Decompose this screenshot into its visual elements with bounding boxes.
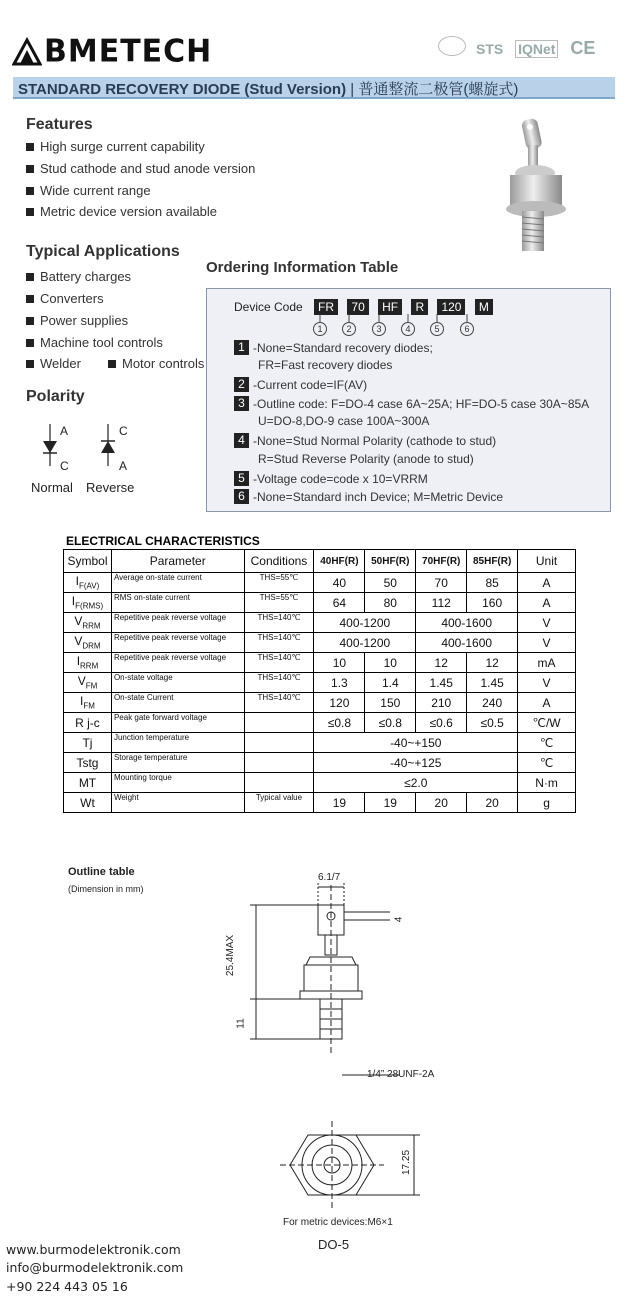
value-cell: -40~+150 [314, 733, 518, 753]
table-row [64, 653, 576, 673]
value-cell: 12 [467, 653, 518, 673]
column-header: 70HF(R) [416, 550, 467, 573]
polarity-heading: Polarity [26, 388, 85, 405]
condition-cell [244, 713, 314, 733]
symbol-main: Wt [80, 795, 95, 810]
code-cell: FR [314, 299, 338, 315]
value-cell: 80 [365, 593, 416, 613]
value-cell: ≤0.6 [416, 713, 467, 733]
ordering-note-1 [234, 340, 433, 355]
ordering-heading: Ordering Information Table [206, 259, 399, 276]
code-cell: 70 [347, 299, 368, 315]
normal-label: Normal [31, 480, 73, 495]
value-cell: 40 [314, 573, 365, 593]
note-number: 3 [234, 396, 249, 411]
table-row [64, 733, 576, 753]
parameter-cell: Junction temperature [111, 733, 244, 753]
feature-item: High surge current capability [26, 139, 205, 154]
parameter-cell: Repetitive peak reverse voltage [111, 653, 244, 673]
contact-email[interactable]: info@burmodelektronik.com [6, 1260, 184, 1275]
application-item: Welder [26, 356, 81, 371]
do5-outline-drawing [230, 865, 460, 1255]
symbol-sub: FM [83, 701, 95, 711]
unit-cell: A [518, 593, 576, 613]
note-number: 1 [234, 340, 249, 355]
value-cell: ≤2.0 [314, 773, 518, 793]
circle-num: 3 [376, 324, 382, 334]
symbol-sub: RRM [82, 621, 101, 631]
column-header: Symbol [64, 550, 112, 573]
dim-top: 6.1/7 [318, 872, 341, 883]
code-index-circle [460, 322, 474, 336]
code-index-circle [342, 322, 356, 336]
unit-cell: g [518, 793, 576, 813]
ordering-note-4 [234, 433, 496, 448]
unit-cell: V [518, 673, 576, 693]
value-cell: ≤0.8 [314, 713, 365, 733]
unit-cell: A [518, 573, 576, 593]
note-text: -Outline code: F=DO-4 case 6A~25A; HF=DO-5 case 30A~85A [253, 397, 590, 411]
thread-spec: 1/4” 28UNF-2A [367, 1069, 435, 1080]
code-index-circle [430, 322, 444, 336]
unit-cell: V [518, 633, 576, 653]
unit-cell: mA [518, 653, 576, 673]
column-header: Conditions [244, 550, 314, 573]
circle-num: 1 [317, 324, 323, 334]
note-text: -None=Standard recovery diodes; [253, 341, 433, 355]
symbol-main: V [74, 614, 83, 629]
column-header: 50HF(R) [365, 550, 416, 573]
unit-cell: ℃ [518, 753, 576, 773]
diode-product-photo [490, 115, 580, 255]
symbol-cell [64, 793, 112, 813]
condition-cell: THS=140℃ [244, 653, 314, 673]
parameter-cell: On-state voltage [111, 673, 244, 693]
note-number: 4 [234, 433, 249, 448]
contact-website[interactable]: www.burmodelektronik.com [6, 1242, 181, 1257]
symbol-cell [64, 593, 112, 613]
condition-cell [244, 753, 314, 773]
feature-item: Stud cathode and stud anode version [26, 161, 255, 176]
symbol-sub: F(AV) [79, 581, 100, 591]
parameter-cell: Mounting torque [111, 773, 244, 793]
symbol-cell [64, 653, 112, 673]
column-header: 40HF(R) [314, 550, 365, 573]
ordering-note-1b: FR=Fast recovery diodes [258, 358, 393, 372]
feature-item: Wide current range [26, 183, 151, 198]
condition-cell: THS=140℃ [244, 613, 314, 633]
value-cell: 20 [416, 793, 467, 813]
device-code-row [234, 299, 499, 315]
table-row [64, 633, 576, 653]
parameter-cell: Repetitive peak reverse voltage [111, 613, 244, 633]
application-item: Battery charges [26, 269, 131, 284]
parameter-cell: Weight [111, 793, 244, 813]
electrical-title: ELECTRICAL CHARACTERISTICS [66, 534, 260, 548]
device-code-label: Device Code [234, 300, 303, 314]
note-text: -Current code=IF(AV) [253, 378, 368, 392]
applications-heading: Typical Applications [26, 243, 180, 260]
sts-cert: STS [476, 41, 504, 57]
condition-cell: THS=140℃ [244, 673, 314, 693]
dim-hole: 4 [393, 916, 405, 923]
symbol-cell [64, 673, 112, 693]
condition-cell: THS=55℃ [244, 573, 314, 593]
ordering-note-4b: R=Stud Reverse Polarity (anode to stud) [258, 452, 474, 466]
column-header: Parameter [111, 550, 244, 573]
parameter-cell: Peak gate forward voltage [111, 713, 244, 733]
symbol-cell [64, 613, 112, 633]
parameter-cell: Repetitive peak reverse voltage [111, 633, 244, 653]
value-cell: 19 [365, 793, 416, 813]
value-cell: 400-1600 [416, 633, 518, 653]
contact-phone: +90 224 443 05 16 [6, 1279, 128, 1294]
dim-hex: 17.25 [401, 1149, 413, 1176]
symbol-main: I [76, 654, 81, 669]
reverse-cathode-label: C [119, 424, 128, 438]
value-cell: 210 [416, 693, 467, 713]
outline-subtitle: (Dimension in mm) [68, 884, 144, 894]
table-row [64, 593, 576, 613]
note-number: 2 [234, 377, 249, 392]
brand-logo-icon [12, 36, 42, 66]
symbol-sub: DRM [82, 641, 101, 651]
symbol-main: V [77, 674, 86, 689]
normal-cathode-label: C [60, 459, 69, 473]
value-cell: 150 [365, 693, 416, 713]
unit-cell: ℃ [518, 733, 576, 753]
ordering-note-2 [234, 377, 367, 392]
polarity-diagram [30, 420, 150, 480]
unit-cell: A [518, 693, 576, 713]
table-row [64, 693, 576, 713]
symbol-cell [64, 713, 112, 733]
condition-cell: THS=140℃ [244, 693, 314, 713]
circle-num: 6 [464, 324, 470, 334]
value-cell: 12 [416, 653, 467, 673]
electrical-table [63, 549, 576, 813]
dim-height: 25.4MAX [225, 934, 237, 977]
outline-title: Outline table [68, 866, 135, 878]
ordering-note-3b: U=DO-8,DO-9 case 100A~300A [258, 414, 430, 428]
value-cell: 20 [467, 793, 518, 813]
application-item: Power supplies [26, 313, 128, 328]
value-cell: 70 [416, 573, 467, 593]
page-title [18, 78, 518, 99]
reverse-anode-label: A [119, 459, 128, 473]
condition-cell: THS=55℃ [244, 593, 314, 613]
condition-cell [244, 773, 314, 793]
note-text: -None=Standard inch Device; M=Metric Device [253, 490, 504, 504]
reverse-label: Reverse [86, 480, 135, 495]
note-number: 5 [234, 471, 249, 486]
symbol-main: I [71, 594, 76, 609]
note-number: 6 [234, 489, 249, 504]
code-cell: R [411, 299, 428, 315]
table-row [64, 713, 576, 733]
value-cell: 1.45 [416, 673, 467, 693]
value-cell: 400-1200 [314, 633, 416, 653]
condition-cell [244, 733, 314, 753]
cert-logos [476, 38, 603, 59]
ordering-note-6 [234, 489, 503, 504]
value-cell: 1.3 [314, 673, 365, 693]
symbol-main: MT [78, 775, 97, 790]
value-cell: -40~+125 [314, 753, 518, 773]
application-item: Motor controls [108, 356, 204, 371]
cqc-cert-icon [438, 36, 466, 56]
dim-stud: 11 [235, 1018, 247, 1029]
value-cell: 10 [314, 653, 365, 673]
value-cell: 19 [314, 793, 365, 813]
symbol-cell [64, 773, 112, 793]
value-cell: 400-1200 [314, 613, 416, 633]
circle-num: 5 [434, 324, 440, 334]
value-cell: ≤0.5 [467, 713, 518, 733]
value-cell: 240 [467, 693, 518, 713]
unit-cell: N·m [518, 773, 576, 793]
circle-num: 4 [405, 324, 411, 334]
brand-logo: BMETECH [44, 33, 213, 70]
normal-anode-label: A [60, 424, 69, 438]
features-heading: Features [26, 116, 93, 133]
value-cell: ≤0.8 [365, 713, 416, 733]
parameter-cell: On-state Current [111, 693, 244, 713]
symbol-main: V [74, 634, 83, 649]
application-item: Converters [26, 291, 104, 306]
value-cell: 1.45 [467, 673, 518, 693]
table-row [64, 573, 576, 593]
value-cell: 64 [314, 593, 365, 613]
title-en: STANDARD RECOVERY DIODE (Stud Version) [18, 81, 347, 98]
symbol-cell [64, 753, 112, 773]
symbol-cell [64, 633, 112, 653]
ordering-note-5 [234, 471, 428, 486]
code-index-circle [372, 322, 386, 336]
symbol-cell [64, 573, 112, 593]
value-cell: 160 [467, 593, 518, 613]
symbol-main: Tstg [76, 755, 99, 770]
value-cell: 112 [416, 593, 467, 613]
parameter-cell: Storage temperature [111, 753, 244, 773]
code-cell: M [475, 299, 493, 315]
table-row [64, 753, 576, 773]
value-cell: 85 [467, 573, 518, 593]
table-row [64, 613, 576, 633]
symbol-cell [64, 733, 112, 753]
note-text: -None=Stud Normal Polarity (cathode to stud) [253, 434, 497, 448]
symbol-main: I [80, 694, 84, 709]
application-item: Machine tool controls [26, 335, 163, 350]
title-cn: | 普通整流二极管(螺旋式) [350, 81, 519, 98]
condition-cell: Typical value [244, 793, 314, 813]
symbol-main: Tj [82, 735, 93, 750]
metric-note: For metric devices:M6×1 [283, 1217, 393, 1228]
package-label: DO-5 [318, 1237, 350, 1252]
unit-cell: ℃/W [518, 713, 576, 733]
iqnet-cert: IQNet [515, 40, 558, 58]
feature-item: Metric device version available [26, 204, 217, 219]
ce-mark: CE [570, 38, 596, 58]
column-header: Unit [518, 550, 576, 573]
code-cell: 120 [437, 299, 465, 315]
table-row [64, 793, 576, 813]
condition-cell: THS=140℃ [244, 633, 314, 653]
code-index-circle [401, 322, 415, 336]
parameter-cell: RMS on-state current [111, 593, 244, 613]
symbol-main: R j-c [75, 715, 100, 730]
parameter-cell: Average on-state current [111, 573, 244, 593]
symbol-main: I [75, 574, 79, 589]
table-row [64, 773, 576, 793]
unit-cell: V [518, 613, 576, 633]
ordering-note-3 [234, 396, 589, 411]
column-header: 85HF(R) [467, 550, 518, 573]
value-cell: 120 [314, 693, 365, 713]
symbol-sub: RRM [80, 661, 99, 671]
note-text: -Voltage code=code x 10=VRRM [253, 472, 428, 486]
value-cell: 10 [365, 653, 416, 673]
code-index-circle [313, 322, 327, 336]
table-row [64, 673, 576, 693]
circle-num: 2 [346, 324, 352, 334]
symbol-cell [64, 693, 112, 713]
value-cell: 400-1600 [416, 613, 518, 633]
symbol-sub: FM [85, 681, 98, 691]
code-cell: HF [378, 299, 402, 315]
table-header-row [64, 550, 576, 573]
value-cell: 50 [365, 573, 416, 593]
symbol-sub: F(RMS) [75, 601, 104, 611]
value-cell: 1.4 [365, 673, 416, 693]
